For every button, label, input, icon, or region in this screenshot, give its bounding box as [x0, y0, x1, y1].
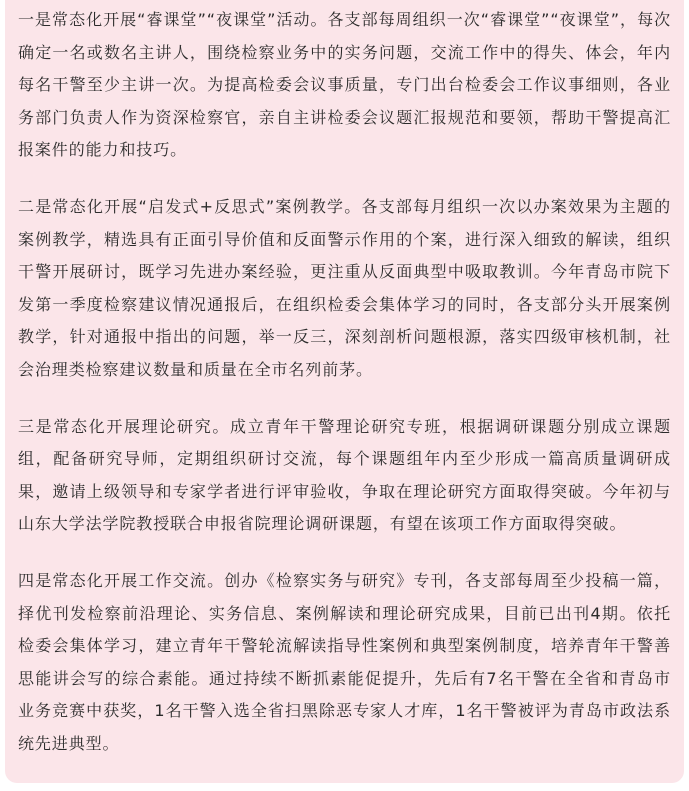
paragraph-2: 二是常态化开展“启发式+反思式”案例教学。各支部每月组织一次以办案效果为主题的案例教学，精选具有正面引导价值和反面警示作用的个案，进行深入细致的解读，组织干警开展研讨，既学习先进办案经验，更注重从反面典型中吸取教训。今年青岛市院下发第一季度检察建议情况通报后，在组织检委会集体学习的同时，各支部分头开展案例教学，针对通报中指出的问题，举一反三，深刻剖析问题根源，落实四级审核机制，社会治理类检察建议数量和质量在全市名列前茅。 [18, 197, 671, 379]
paragraph-4: 四是常态化开展工作交流。创办《检察实务与研究》专刊，各支部每周至少投稿一篇，择优刊发检察前沿理论、实务信息、案例解读和理论研究成果，目前已出刊4期。依托检委会集体学习，建立青年干警轮流解读指导性案例和典型案例制度，培养青年干警善思能讲会写的综合素能。通过持续不断抓素能促提升，先后有7名干警在全省和青岛市业务竞赛中获奖，1名干警入选全省扫黑除恶专家人才库，1名干警被评为青岛市政法系统先进典型。 [18, 571, 671, 753]
article-card [5, 0, 684, 783]
paragraph-1: 一是常态化开展“睿课堂”“夜课堂”活动。各支部每周组织一次“睿课堂”“夜课堂”，每次确定一名或数名主讲人，围绕检察业务中的实务问题，交流工作中的得失、体会，年内每名干警至少主讲一次。为提高检委会议事质量，专门出台检委会工作议事细则，各业务部门负责人作为资深检察官，亲自主讲检委会议题汇报规范和要领，帮助干警提高汇报案件的能力和技巧。 [18, 10, 671, 159]
paragraph-3: 三是常态化开展理论研究。成立青年干警理论研究专班，根据调研课题分别成立课题组，配备研究导师，定期组织研讨交流，每个课题组年内至少形成一篇高质量调研成果，邀请上级领导和专家学者进行评审验收，争取在理论研究方面取得突破。今年初与山东大学法学院教授联合申报省院理论调研课题，有望在该项工作方面取得突破。 [18, 416, 671, 533]
